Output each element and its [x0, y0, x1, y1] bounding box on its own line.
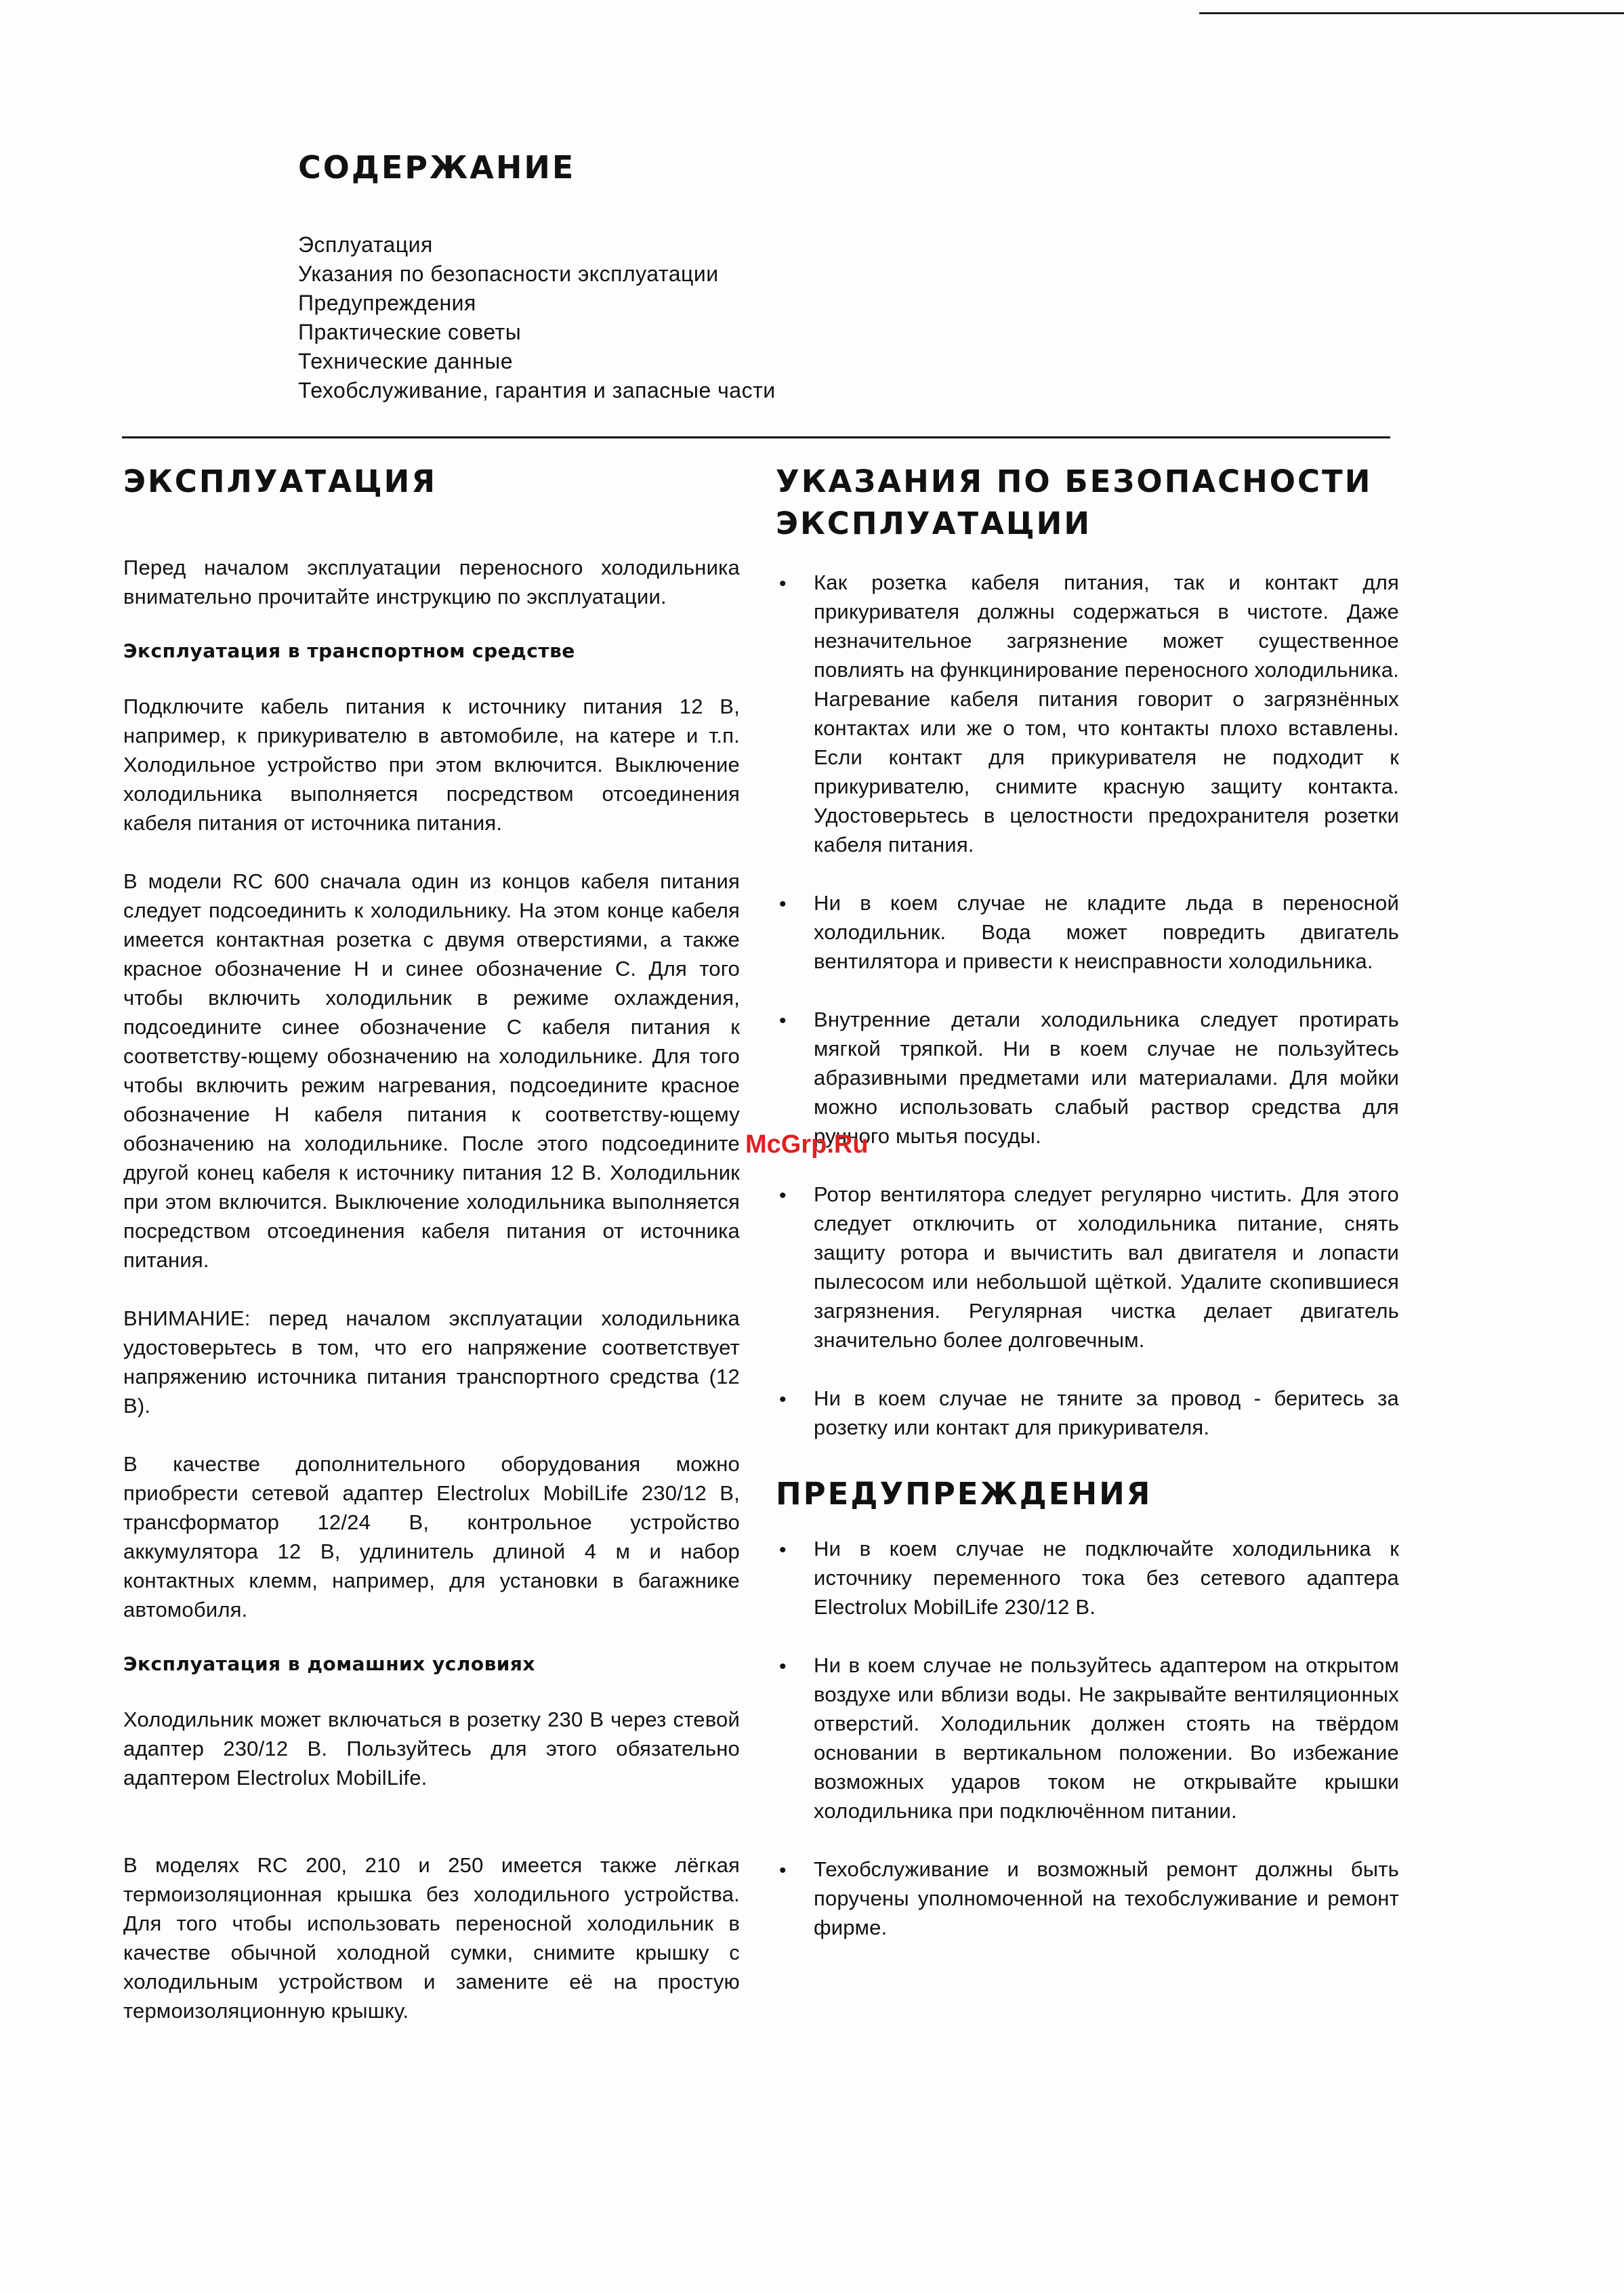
toc-item: Указания по безопасности эксплуатации: [298, 262, 719, 286]
vehicle-accessories: В качестве дополнительного оборудования можно приобрести сетевой адаптер Electrolux MobilLife 230/12 В, трансформатор 12/24 В, контрольное устройство аккумулятора 12 В, удлинитель длиной 4 м и набор контактных клемм, например, для установки в багажнике автомобиля.: [123, 1452, 740, 1621]
toc-item: Эсплуатация: [298, 232, 433, 257]
warnings-heading: ПРЕДУПРЕЖДЕНИЯ: [776, 1476, 1152, 1512]
safety-bullet-text: Ни в коем случае не кладите льда в переносной холодильник. Вода может повредить двигатель вентилятора и привести к неисправности холодильника.: [814, 891, 1399, 973]
list-item: [776, 1384, 1399, 1442]
safety-column: [776, 461, 1399, 1942]
list-item: [776, 888, 1399, 976]
safety-bullet-text: Ротор вентилятора следует регулярно чистить. Для этого следует отключить от холодильника питание, снять защиту ротора и вычистить вал двигателя и лопасти пылесосом или небольшой щёткой. Удалите скопившиеся загрязнения. Регулярная чистка делает двигатель значительно более долговечным.: [814, 1182, 1399, 1352]
toc-item: Предупреждения: [298, 291, 476, 315]
scan-edge-line: [1199, 12, 1624, 14]
section-divider: [122, 436, 1390, 438]
safety-bullet-text: Внутренние детали холодильника следует протирать мягкой тряпкой. Ни в коем случае не пользуйтесь абразивными предметами или материалами. Для мойки можно использовать слабый раствор средства для ручного мытья посуды.: [814, 1008, 1399, 1148]
toc-item: Практические советы: [298, 320, 522, 344]
bullet-dot: •: [779, 1859, 787, 1882]
watermark: McGrp.Ru: [745, 1130, 869, 1159]
bullet-dot: •: [779, 1010, 787, 1032]
toc-title: СОДЕРЖАНИЕ: [298, 149, 576, 186]
home-paragraph-2: В моделях RC 200, 210 и 250 имеется также лёгкая термоизоляционная крышка без холодильного устройства. Для того чтобы использовать переносной холодильник в качестве обычной холодной сумки, снимите крышку с холодильным устройством и замените её на простую термоизоляционную крышку.: [123, 1853, 740, 2023]
toc-item: Техобслуживание, гарантия и запасные части: [298, 378, 776, 402]
warning-bullet-text: Ни в коем случае не подключайте холодильника к источнику переменного тока без сетевого адаптера Electrolux MobilLife 230/12 В.: [814, 1537, 1399, 1619]
safety-heading-line-2: ЭКСПЛУАТАЦИИ: [776, 505, 1091, 541]
toc-list: [298, 230, 776, 405]
bullet-dot: •: [779, 1388, 787, 1411]
bullet-dot: •: [779, 573, 787, 595]
home-subheading: Эксплуатация в домашних условиях: [123, 1653, 535, 1675]
operation-heading: ЭКСПЛУАТАЦИЯ: [123, 463, 437, 499]
list-item: [776, 1855, 1399, 1942]
list-item: [776, 1180, 1399, 1355]
bullet-dot: •: [779, 893, 787, 915]
operation-intro: Перед началом эксплуатации переносного холодильника внимательно прочитайте инструкцию по эксплуатации.: [123, 556, 740, 608]
safety-heading-line-1: УКАЗАНИЯ ПО БЕЗОПАСНОСТИ: [776, 463, 1373, 499]
bullet-dot: •: [779, 1184, 787, 1207]
bullet-dot: •: [779, 1655, 787, 1678]
list-item: [776, 1651, 1399, 1825]
vehicle-warning: ВНИМАНИЕ: перед началом эксплуатации холодильника удостоверьтесь в том, что его напряжение соответствует напряжению источника питания транспортного средства (12 В).: [123, 1306, 740, 1418]
safety-heading: [776, 461, 1399, 545]
toc-item: Технические данные: [298, 349, 514, 373]
list-item: [776, 1005, 1399, 1151]
warning-bullet-text: Техобслуживание и возможный ремонт должны быть поручены уполномоченной на техобслуживание и ремонт фирме.: [814, 1857, 1399, 1939]
vehicle-paragraph-1: Подключите кабель питания к источнику питания 12 В, например, к прикуривателю в автомобиле, на катере и т.п. Холодильное устройство при этом включится. Выключение холодильника выполняется посредством отсоединения кабеля питания от источника питания.: [123, 695, 740, 835]
warning-bullet-text: Ни в коем случае не пользуйтесь адаптером на открытом воздухе или вблизи воды. Не закрывайте вентиляционных отверстий. Холодильник должен стоять на твёрдом основании в вертикальном положении. Во избежание возможных ударов током не открывайте крышки холодильника при подключённом питании.: [814, 1653, 1399, 1823]
bullet-dot: •: [779, 1539, 787, 1561]
home-paragraph-1: Холодильник может включаться в розетку 230 В через стевой адаптер 230/12 В. Пользуйтесь для этого обязательно адаптером Electrolux MobilLife.: [123, 1708, 740, 1790]
vehicle-paragraph-2: В модели RC 600 сначала один из концов кабеля питания следует подсоединить к холодильнику. На этом конце кабеля имеется контактная розетка с двумя отверстиями, а также красное обозначение Н и синее обозначение С. Для того чтобы включить холодильник в режиме охлаждения, подсоедините синее обозначение С кабеля питания к соответству-ющему обозначению на холодильнике. Для того чтобы включить режим нагревания, подсоедините красное обозначение Н кабеля питания к соответству-ющему обозначению на холодильнике. После этого подсоедините другой конец кабеля к источнику питания 12 В. Холодильник при этом включится. Выключение холодильника выполняется посредством отсоединения кабеля питания от источника питания.: [123, 869, 740, 1272]
list-item: [776, 568, 1399, 859]
safety-bullet-text: Как розетка кабеля питания, так и контакт для прикуривателя должны содержаться в чистоте. Даже незначительное загрязнение может существенное повлиять на функцинирование переносного холодильника. Нагревание кабеля питания говорит о загрязнённых контактах или же о том, что контакты плохо вставлены. Если контакт для прикуривателя не подходит к прикуривателю, снимите красную защиту контакта. Удостоверьтесь в целостности предохранителя розетки кабеля питания.: [814, 571, 1399, 856]
operation-column: [123, 461, 740, 2025]
safety-bullet-text: Ни в коем случае не тяните за провод - беритесь за розетку или контакт для прикуривателя.: [814, 1386, 1399, 1439]
vehicle-subheading: Эксплуатация в транспортном средстве: [123, 640, 575, 662]
list-item: [776, 1534, 1399, 1621]
